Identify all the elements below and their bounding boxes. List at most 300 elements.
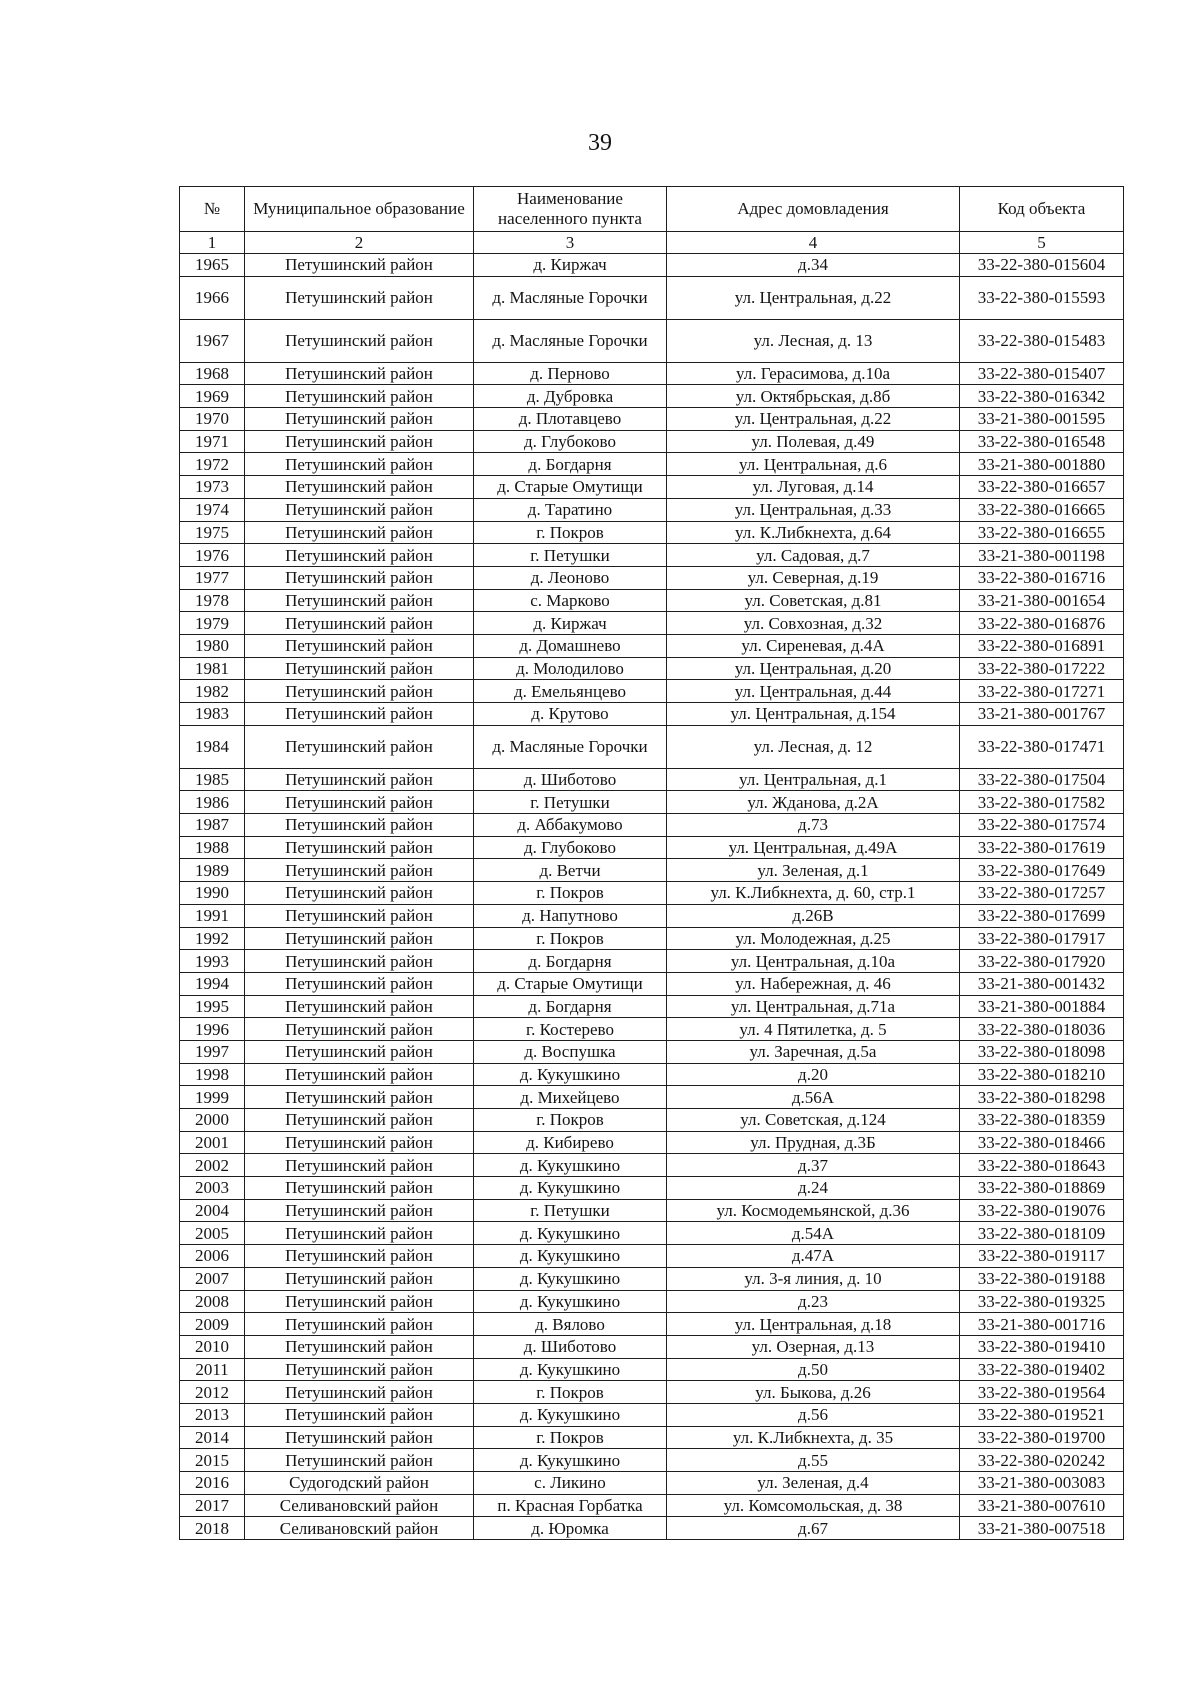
column-index: 1 <box>180 232 245 254</box>
settlement-cell: д. Старые Омутищи <box>474 972 667 995</box>
address-cell: ул. Совхозная, д.32 <box>667 612 960 635</box>
municipality-cell: Петушинский район <box>245 904 474 927</box>
municipality-cell: Петушинский район <box>245 1018 474 1041</box>
settlement-cell: д. Аббакумово <box>474 814 667 837</box>
settlement-cell: д. Масляные Горочки <box>474 276 667 319</box>
table-body <box>180 254 1124 1540</box>
object-code-cell: 33-22-380-016655 <box>960 521 1124 544</box>
address-cell: ул. Луговая, д.14 <box>667 476 960 499</box>
row-number: 2001 <box>180 1131 245 1154</box>
row-number: 2018 <box>180 1517 245 1540</box>
row-number: 1990 <box>180 882 245 905</box>
row-number: 1965 <box>180 254 245 277</box>
settlement-cell: д. Напутново <box>474 904 667 927</box>
address-cell: ул. Центральная, д.10а <box>667 950 960 973</box>
object-code-cell: 33-22-380-017271 <box>960 680 1124 703</box>
table-row <box>180 408 1124 431</box>
settlement-cell: г. Покров <box>474 1381 667 1404</box>
municipality-cell: Петушинский район <box>245 814 474 837</box>
row-number: 1972 <box>180 453 245 476</box>
settlement-cell: г. Костерево <box>474 1018 667 1041</box>
settlement-cell: д. Леоново <box>474 566 667 589</box>
address-cell: ул. Центральная, д.44 <box>667 680 960 703</box>
municipality-cell: Петушинский район <box>245 430 474 453</box>
row-number: 2015 <box>180 1449 245 1472</box>
row-number: 1971 <box>180 430 245 453</box>
address-cell: ул. Лесная, д. 13 <box>667 319 960 362</box>
address-cell: ул. Молодежная, д.25 <box>667 927 960 950</box>
municipality-cell: Петушинский район <box>245 927 474 950</box>
settlement-cell: г. Петушки <box>474 1199 667 1222</box>
table-row <box>180 385 1124 408</box>
table-row <box>180 319 1124 362</box>
row-number: 1967 <box>180 319 245 362</box>
municipality-cell: Селивановский район <box>245 1517 474 1540</box>
municipality-cell: Петушинский район <box>245 254 474 277</box>
row-number: 1998 <box>180 1063 245 1086</box>
municipality-cell: Петушинский район <box>245 385 474 408</box>
row-number: 2004 <box>180 1199 245 1222</box>
table-row <box>180 634 1124 657</box>
municipality-cell: Петушинский район <box>245 859 474 882</box>
table-row <box>180 972 1124 995</box>
settlement-cell: д. Кукушкино <box>474 1063 667 1086</box>
address-cell: д.24 <box>667 1177 960 1200</box>
table-row <box>180 1267 1124 1290</box>
page-number: 39 <box>588 130 612 156</box>
municipality-cell: Петушинский район <box>245 498 474 521</box>
address-cell: д.50 <box>667 1358 960 1381</box>
object-code-cell: 33-22-380-015483 <box>960 319 1124 362</box>
settlement-cell: д. Богдарня <box>474 453 667 476</box>
settlement-cell: г. Покров <box>474 882 667 905</box>
municipality-cell: Петушинский район <box>245 1335 474 1358</box>
object-code-cell: 33-22-380-019410 <box>960 1335 1124 1358</box>
row-number: 1996 <box>180 1018 245 1041</box>
object-code-cell: 33-22-380-016342 <box>960 385 1124 408</box>
table-row <box>180 791 1124 814</box>
object-code-cell: 33-22-380-016665 <box>960 498 1124 521</box>
municipality-cell: Петушинский район <box>245 791 474 814</box>
row-number: 1966 <box>180 276 245 319</box>
address-cell: ул. Быкова, д.26 <box>667 1381 960 1404</box>
municipality-cell: Петушинский район <box>245 1403 474 1426</box>
settlement-cell: д. Юромка <box>474 1517 667 1540</box>
address-cell: д.20 <box>667 1063 960 1086</box>
municipality-cell: Петушинский район <box>245 521 474 544</box>
settlement-cell: д. Старые Омутищи <box>474 476 667 499</box>
address-cell: ул. Прудная, д.3Б <box>667 1131 960 1154</box>
municipality-cell: Петушинский район <box>245 657 474 680</box>
settlement-cell: с. Марково <box>474 589 667 612</box>
settlement-cell: д. Михейцево <box>474 1086 667 1109</box>
address-cell: ул. Северная, д.19 <box>667 566 960 589</box>
row-number: 2000 <box>180 1109 245 1132</box>
object-code-cell: 33-22-380-018210 <box>960 1063 1124 1086</box>
row-number: 1974 <box>180 498 245 521</box>
address-cell: ул. Зеленая, д.4 <box>667 1472 960 1495</box>
header-address: Адрес домовладения <box>667 187 960 232</box>
settlement-cell: д. Перново <box>474 362 667 385</box>
municipality-cell: Петушинский район <box>245 1040 474 1063</box>
row-number: 1977 <box>180 566 245 589</box>
table-row <box>180 882 1124 905</box>
settlement-cell: д. Домашнево <box>474 634 667 657</box>
object-code-cell: 33-22-380-017574 <box>960 814 1124 837</box>
settlement-cell: д. Воспушка <box>474 1040 667 1063</box>
table-row <box>180 254 1124 277</box>
municipality-cell: Петушинский район <box>245 972 474 995</box>
settlement-cell: г. Петушки <box>474 544 667 567</box>
address-cell: ул. Жданова, д.2А <box>667 791 960 814</box>
settlement-cell: п. Красная Горбатка <box>474 1494 667 1517</box>
object-code-cell: 33-22-380-017504 <box>960 768 1124 791</box>
object-code-cell: 33-22-380-019402 <box>960 1358 1124 1381</box>
table-row <box>180 453 1124 476</box>
object-code-cell: 33-22-380-018869 <box>960 1177 1124 1200</box>
header-object-code: Код объекта <box>960 187 1124 232</box>
address-cell: ул. Центральная, д.33 <box>667 498 960 521</box>
row-number: 2013 <box>180 1403 245 1426</box>
object-code-cell: 33-22-380-018643 <box>960 1154 1124 1177</box>
settlement-cell: д. Кукушкино <box>474 1222 667 1245</box>
table-row <box>180 1086 1124 1109</box>
table-row <box>180 276 1124 319</box>
municipality-cell: Петушинский район <box>245 319 474 362</box>
table-row <box>180 544 1124 567</box>
table-row <box>180 768 1124 791</box>
object-code-cell: 33-21-380-001880 <box>960 453 1124 476</box>
settlement-cell: д. Киржач <box>474 254 667 277</box>
row-number: 1968 <box>180 362 245 385</box>
municipality-cell: Петушинский район <box>245 544 474 567</box>
row-number: 1995 <box>180 995 245 1018</box>
column-index: 5 <box>960 232 1124 254</box>
object-code-cell: 33-22-380-020242 <box>960 1449 1124 1472</box>
municipality-cell: Петушинский район <box>245 1449 474 1472</box>
address-cell: ул. Советская, д.124 <box>667 1109 960 1132</box>
table-row <box>180 362 1124 385</box>
settlement-cell: д. Масляные Горочки <box>474 725 667 768</box>
municipality-cell: Петушинский район <box>245 680 474 703</box>
row-number: 1969 <box>180 385 245 408</box>
object-code-cell: 33-22-380-018466 <box>960 1131 1124 1154</box>
object-code-cell: 33-22-380-017582 <box>960 791 1124 814</box>
table-row <box>180 1245 1124 1268</box>
municipality-cell: Петушинский район <box>245 408 474 431</box>
row-number: 1989 <box>180 859 245 882</box>
object-code-cell: 33-21-380-003083 <box>960 1472 1124 1495</box>
municipality-cell: Петушинский район <box>245 1426 474 1449</box>
address-cell: ул. Советская, д.81 <box>667 589 960 612</box>
table-row <box>180 1426 1124 1449</box>
settlement-cell: д. Глубоково <box>474 430 667 453</box>
municipality-cell: Петушинский район <box>245 1267 474 1290</box>
address-cell: ул. Центральная, д.22 <box>667 408 960 431</box>
settlement-cell: д. Кукушкино <box>474 1403 667 1426</box>
municipality-cell: Петушинский район <box>245 1086 474 1109</box>
column-index-row <box>180 232 1124 254</box>
address-cell: ул. Центральная, д.1 <box>667 768 960 791</box>
row-number: 1982 <box>180 680 245 703</box>
table-row <box>180 1313 1124 1336</box>
object-code-cell: 33-22-380-016716 <box>960 566 1124 589</box>
object-code-cell: 33-21-380-001432 <box>960 972 1124 995</box>
header-settlement: Наименование населенного пункта <box>474 187 667 232</box>
address-cell: ул. 3-я линия, д. 10 <box>667 1267 960 1290</box>
municipality-cell: Петушинский район <box>245 768 474 791</box>
object-code-cell: 33-22-380-017920 <box>960 950 1124 973</box>
settlement-cell: г. Покров <box>474 927 667 950</box>
column-index: 2 <box>245 232 474 254</box>
row-number: 1981 <box>180 657 245 680</box>
row-number: 1997 <box>180 1040 245 1063</box>
settlement-cell: д. Кукушкино <box>474 1177 667 1200</box>
municipality-cell: Петушинский район <box>245 1222 474 1245</box>
municipality-cell: Петушинский район <box>245 453 474 476</box>
address-cell: ул. Центральная, д.71а <box>667 995 960 1018</box>
object-code-cell: 33-22-380-019564 <box>960 1381 1124 1404</box>
row-number: 2014 <box>180 1426 245 1449</box>
municipality-cell: Петушинский район <box>245 589 474 612</box>
settlement-cell: г. Покров <box>474 1426 667 1449</box>
column-index: 3 <box>474 232 667 254</box>
settlement-cell: г. Покров <box>474 521 667 544</box>
table-row <box>180 1403 1124 1426</box>
table-row <box>180 1381 1124 1404</box>
row-number: 1976 <box>180 544 245 567</box>
row-number: 1988 <box>180 836 245 859</box>
object-code-cell: 33-22-380-018036 <box>960 1018 1124 1041</box>
object-code-cell: 33-22-380-019188 <box>960 1267 1124 1290</box>
municipality-cell: Петушинский район <box>245 950 474 973</box>
table-row <box>180 680 1124 703</box>
table-row <box>180 1494 1124 1517</box>
settlement-cell: д. Кукушкино <box>474 1449 667 1472</box>
settlement-cell: д. Таратино <box>474 498 667 521</box>
address-cell: ул. К.Либкнехта, д. 60, стр.1 <box>667 882 960 905</box>
row-number: 2011 <box>180 1358 245 1381</box>
municipality-cell: Петушинский район <box>245 703 474 726</box>
address-cell: ул. Зеленая, д.1 <box>667 859 960 882</box>
row-number: 1986 <box>180 791 245 814</box>
object-code-cell: 33-22-380-018359 <box>960 1109 1124 1132</box>
object-code-cell: 33-21-380-001595 <box>960 408 1124 431</box>
address-cell: д.23 <box>667 1290 960 1313</box>
address-cell: ул. Центральная, д.154 <box>667 703 960 726</box>
object-code-cell: 33-21-380-001198 <box>960 544 1124 567</box>
row-number: 1991 <box>180 904 245 927</box>
object-code-cell: 33-22-380-015593 <box>960 276 1124 319</box>
settlement-cell: д. Шиботово <box>474 768 667 791</box>
municipality-cell: Петушинский район <box>245 634 474 657</box>
row-number: 1975 <box>180 521 245 544</box>
object-code-cell: 33-21-380-001716 <box>960 1313 1124 1336</box>
municipality-cell: Петушинский район <box>245 362 474 385</box>
table-header-row <box>180 187 1124 232</box>
municipality-cell: Петушинский район <box>245 476 474 499</box>
settlement-cell: д. Глубоково <box>474 836 667 859</box>
row-number: 1985 <box>180 768 245 791</box>
address-cell: ул. Октябрьская, д.8б <box>667 385 960 408</box>
table-row <box>180 566 1124 589</box>
object-code-cell: 33-22-380-016548 <box>960 430 1124 453</box>
header-municipality: Муниципальное образование <box>245 187 474 232</box>
settlement-cell: г. Покров <box>474 1109 667 1132</box>
row-number: 1999 <box>180 1086 245 1109</box>
row-number: 2012 <box>180 1381 245 1404</box>
settlement-cell: д. Ветчи <box>474 859 667 882</box>
table-row <box>180 589 1124 612</box>
settlement-cell: д. Шиботово <box>474 1335 667 1358</box>
row-number: 1970 <box>180 408 245 431</box>
table-row <box>180 814 1124 837</box>
settlement-cell: д. Кукушкино <box>474 1290 667 1313</box>
municipality-cell: Петушинский район <box>245 1177 474 1200</box>
table-row <box>180 1290 1124 1313</box>
table-row <box>180 904 1124 927</box>
object-code-cell: 33-22-380-016876 <box>960 612 1124 635</box>
table-row <box>180 725 1124 768</box>
settlement-cell: д. Плотавцево <box>474 408 667 431</box>
address-cell: д.55 <box>667 1449 960 1472</box>
municipality-cell: Судогодский район <box>245 1472 474 1495</box>
address-cell: ул. Заречная, д.5а <box>667 1040 960 1063</box>
object-code-cell: 33-22-380-017649 <box>960 859 1124 882</box>
settlement-cell: с. Ликино <box>474 1472 667 1495</box>
row-number: 1984 <box>180 725 245 768</box>
row-number: 2009 <box>180 1313 245 1336</box>
row-number: 1992 <box>180 927 245 950</box>
object-code-cell: 33-21-380-007610 <box>960 1494 1124 1517</box>
settlement-cell: д. Масляные Горочки <box>474 319 667 362</box>
object-code-cell: 33-22-380-018298 <box>960 1086 1124 1109</box>
settlement-cell: д. Молодилово <box>474 657 667 680</box>
row-number: 1993 <box>180 950 245 973</box>
row-number: 2008 <box>180 1290 245 1313</box>
municipality-cell: Петушинский район <box>245 566 474 589</box>
settlement-cell: д. Кукушкино <box>474 1154 667 1177</box>
table-row <box>180 1472 1124 1495</box>
object-code-cell: 33-22-380-017699 <box>960 904 1124 927</box>
municipality-cell: Петушинский район <box>245 1381 474 1404</box>
settlement-cell: д. Вялово <box>474 1313 667 1336</box>
table-row <box>180 703 1124 726</box>
object-code-cell: 33-22-380-017619 <box>960 836 1124 859</box>
table-row <box>180 1040 1124 1063</box>
address-cell: ул. Сиреневая, д.4А <box>667 634 960 657</box>
address-cell: ул. Центральная, д.6 <box>667 453 960 476</box>
address-cell: ул. 4 Пятилетка, д. 5 <box>667 1018 960 1041</box>
row-number: 2007 <box>180 1267 245 1290</box>
address-cell: д.67 <box>667 1517 960 1540</box>
address-cell: д.56 <box>667 1403 960 1426</box>
row-number: 2010 <box>180 1335 245 1358</box>
row-number: 2002 <box>180 1154 245 1177</box>
object-code-cell: 33-22-380-019325 <box>960 1290 1124 1313</box>
address-cell: ул. Центральная, д.49А <box>667 836 960 859</box>
municipality-cell: Петушинский район <box>245 276 474 319</box>
municipality-cell: Петушинский район <box>245 612 474 635</box>
table-row <box>180 1018 1124 1041</box>
settlement-cell: д. Киржач <box>474 612 667 635</box>
object-code-cell: 33-22-380-019700 <box>960 1426 1124 1449</box>
municipality-cell: Петушинский район <box>245 1313 474 1336</box>
row-number: 2017 <box>180 1494 245 1517</box>
address-cell: д.37 <box>667 1154 960 1177</box>
object-code-cell: 33-22-380-017471 <box>960 725 1124 768</box>
object-code-cell: 33-22-380-019117 <box>960 1245 1124 1268</box>
settlement-cell: д. Крутово <box>474 703 667 726</box>
settlement-cell: д. Богдарня <box>474 995 667 1018</box>
settlement-cell: д. Дубровка <box>474 385 667 408</box>
address-cell: ул. Полевая, д.49 <box>667 430 960 453</box>
address-cell: ул. Садовая, д.7 <box>667 544 960 567</box>
object-code-cell: 33-21-380-001654 <box>960 589 1124 612</box>
object-code-cell: 33-22-380-015604 <box>960 254 1124 277</box>
address-cell: ул. Космодемьянской, д.36 <box>667 1199 960 1222</box>
object-code-cell: 33-22-380-017222 <box>960 657 1124 680</box>
table-row <box>180 1449 1124 1472</box>
address-cell: ул. К.Либкнехта, д.64 <box>667 521 960 544</box>
address-cell: д.54А <box>667 1222 960 1245</box>
address-cell: ул. Центральная, д.22 <box>667 276 960 319</box>
address-cell: ул. К.Либкнехта, д. 35 <box>667 1426 960 1449</box>
row-number: 2016 <box>180 1472 245 1495</box>
table-row <box>180 1222 1124 1245</box>
table-row <box>180 1154 1124 1177</box>
property-registry-table <box>179 186 1124 1540</box>
object-code-cell: 33-21-380-001767 <box>960 703 1124 726</box>
municipality-cell: Петушинский район <box>245 1358 474 1381</box>
address-cell: д.34 <box>667 254 960 277</box>
table-row <box>180 1335 1124 1358</box>
object-code-cell: 33-21-380-007518 <box>960 1517 1124 1540</box>
table-row <box>180 612 1124 635</box>
settlement-cell: д. Кукушкино <box>474 1245 667 1268</box>
settlement-cell: г. Петушки <box>474 791 667 814</box>
table-row <box>180 927 1124 950</box>
table-row <box>180 498 1124 521</box>
municipality-cell: Петушинский район <box>245 1131 474 1154</box>
municipality-cell: Петушинский район <box>245 1109 474 1132</box>
address-cell: ул. Набережная, д. 46 <box>667 972 960 995</box>
row-number: 1980 <box>180 634 245 657</box>
object-code-cell: 33-22-380-017917 <box>960 927 1124 950</box>
municipality-cell: Петушинский район <box>245 1245 474 1268</box>
row-number: 1978 <box>180 589 245 612</box>
row-number: 2003 <box>180 1177 245 1200</box>
settlement-cell: д. Кукушкино <box>474 1358 667 1381</box>
address-cell: д.47А <box>667 1245 960 1268</box>
object-code-cell: 33-22-380-019076 <box>960 1199 1124 1222</box>
settlement-cell: д. Богдарня <box>474 950 667 973</box>
row-number: 1973 <box>180 476 245 499</box>
address-cell: ул. Комсомольская, д. 38 <box>667 1494 960 1517</box>
row-number: 2005 <box>180 1222 245 1245</box>
settlement-cell: д. Емельянцево <box>474 680 667 703</box>
object-code-cell: 33-22-380-016891 <box>960 634 1124 657</box>
table-row <box>180 430 1124 453</box>
table-row <box>180 995 1124 1018</box>
table-row <box>180 1063 1124 1086</box>
address-cell: ул. Лесная, д. 12 <box>667 725 960 768</box>
object-code-cell: 33-22-380-016657 <box>960 476 1124 499</box>
municipality-cell: Петушинский район <box>245 1290 474 1313</box>
municipality-cell: Петушинский район <box>245 882 474 905</box>
municipality-cell: Петушинский район <box>245 1154 474 1177</box>
table-row <box>180 1358 1124 1381</box>
